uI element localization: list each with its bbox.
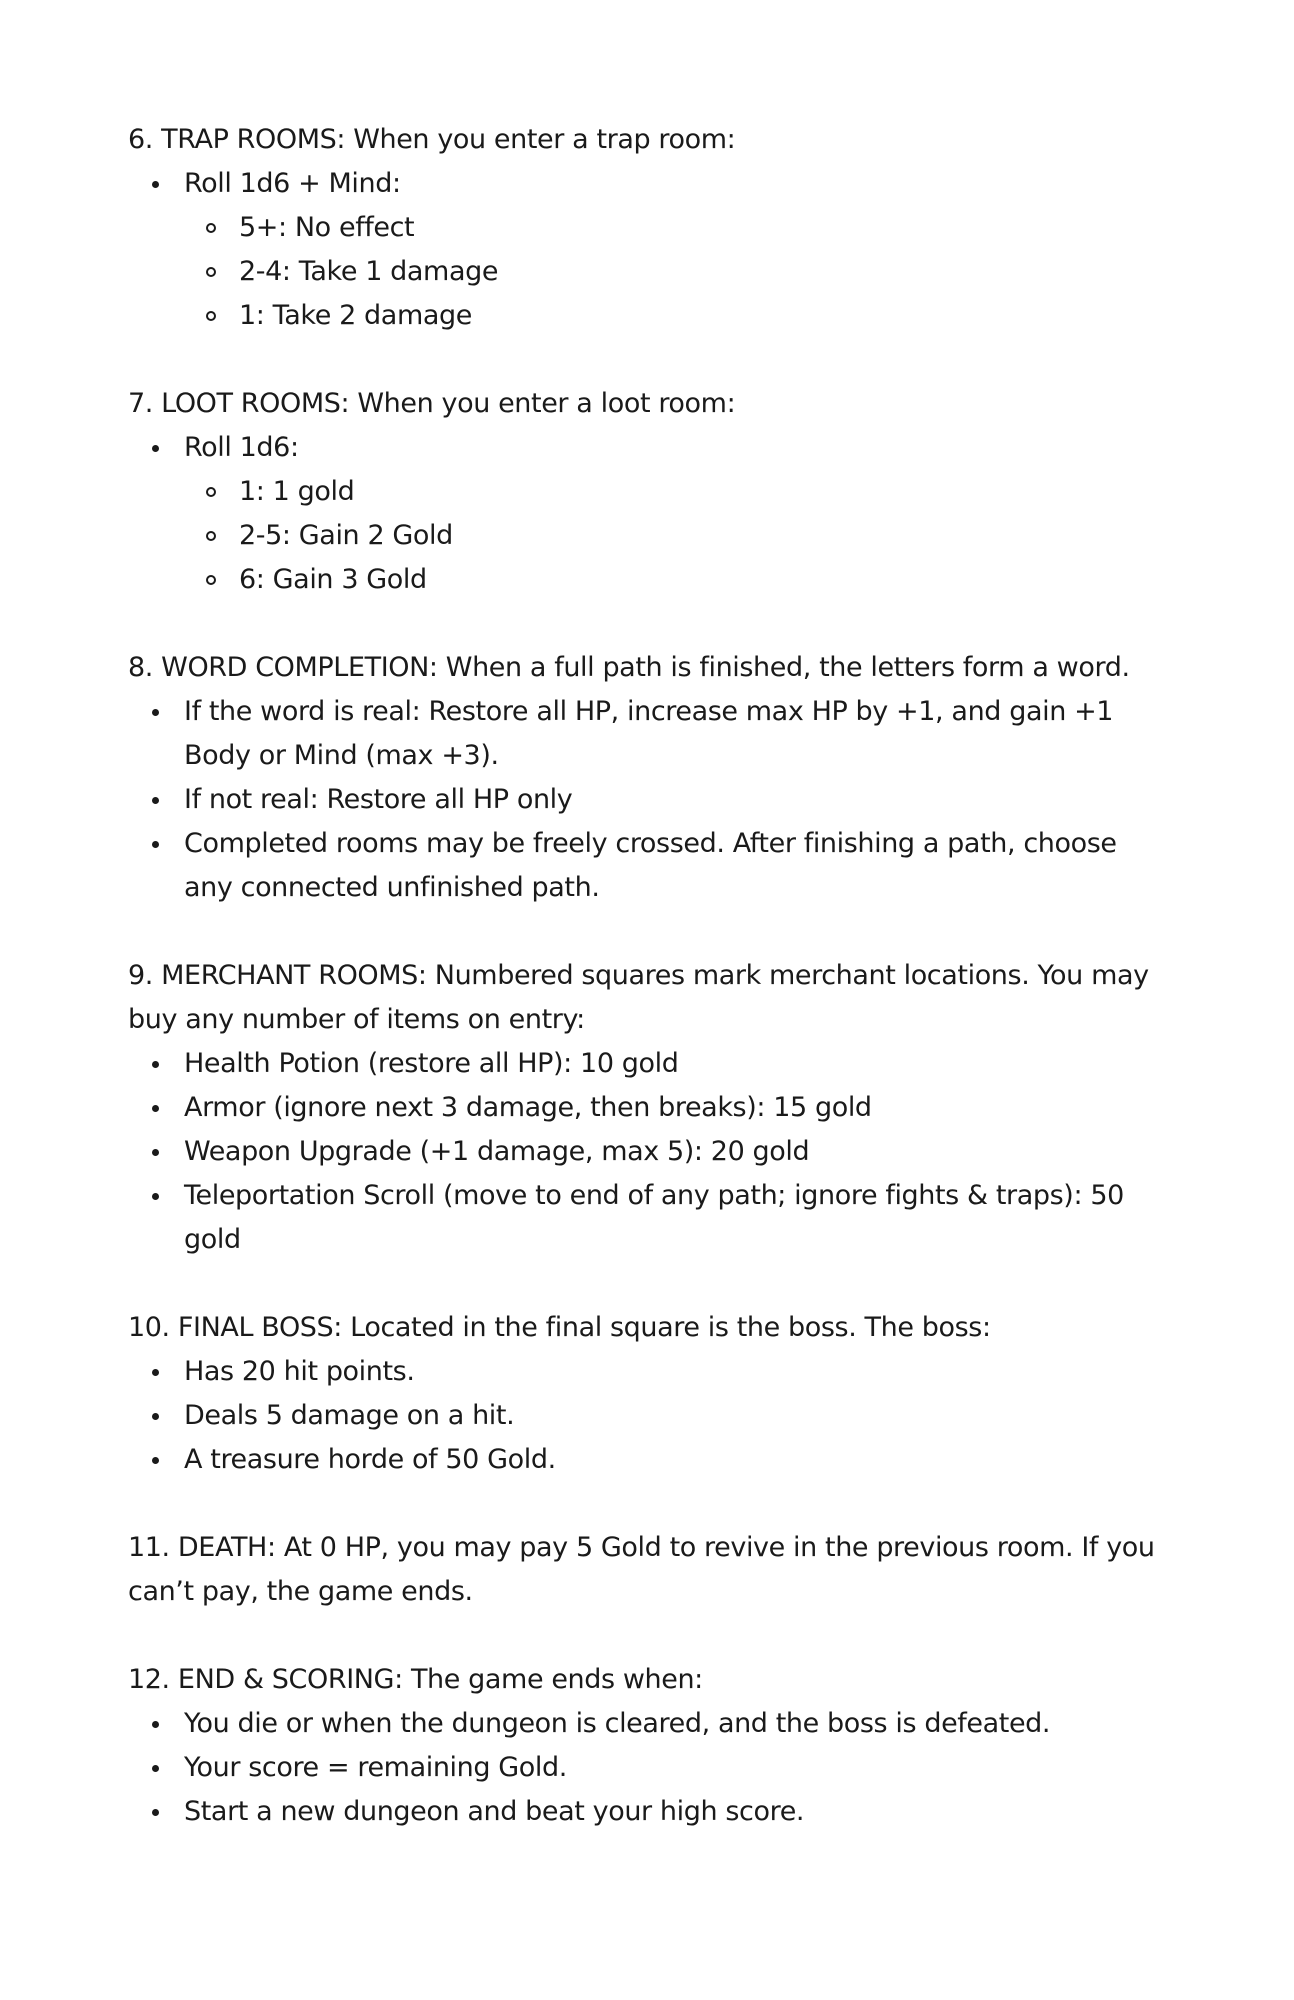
- sub-list-item: 2-5: Gain 2 Gold: [184, 514, 1168, 558]
- sub-list-item: 5+: No effect: [184, 206, 1168, 250]
- bullet-list: [128, 690, 1168, 910]
- list-item: Weapon Upgrade (+1 damage, max 5): 20 gold: [128, 1130, 1168, 1174]
- section-word-completion: [128, 646, 1168, 910]
- section-final-boss: [128, 1306, 1168, 1482]
- list-item: If the word is real: Restore all HP, increase max HP by +1, and gain +1 Body or Mind (max +3).: [128, 690, 1168, 778]
- list-item-text: Roll 1d6 + Mind:: [184, 168, 401, 199]
- bullet-list: [128, 1350, 1168, 1482]
- section-title: 12. END & SCORING: The game ends when:: [128, 1664, 703, 1695]
- sub-list-item: 6: Gain 3 Gold: [184, 558, 1168, 602]
- list-item: [128, 426, 1168, 602]
- list-item: Your score = remaining Gold.: [128, 1746, 1168, 1790]
- section-merchant-rooms: [128, 954, 1168, 1262]
- bullet-list: [128, 1702, 1168, 1834]
- list-item: Health Potion (restore all HP): 10 gold: [128, 1042, 1168, 1086]
- section-trap-rooms: [128, 118, 1168, 338]
- rules-document: [128, 118, 1168, 1878]
- list-item: If not real: Restore all HP only: [128, 778, 1168, 822]
- list-item: Armor (ignore next 3 damage, then breaks): 15 gold: [128, 1086, 1168, 1130]
- section-title: 7. LOOT ROOMS: When you enter a loot room:: [128, 388, 736, 419]
- bullet-list: [128, 162, 1168, 338]
- list-item: You die or when the dungeon is cleared, and the boss is defeated.: [128, 1702, 1168, 1746]
- section-end-scoring: [128, 1658, 1168, 1834]
- bullet-list: [128, 426, 1168, 602]
- list-item: A treasure horde of 50 Gold.: [128, 1438, 1168, 1482]
- section-title: 8. WORD COMPLETION: When a full path is finished, the letters form a word.: [128, 652, 1130, 683]
- list-item: Start a new dungeon and beat your high score.: [128, 1790, 1168, 1834]
- sub-list-item: 1: Take 2 damage: [184, 294, 1168, 338]
- sub-bullet-list: [184, 206, 1168, 338]
- section-title: 9. MERCHANT ROOMS: Numbered squares mark merchant locations. You may buy any number of items on entry:: [128, 960, 1149, 1035]
- section-title: 11. DEATH: At 0 HP, you may pay 5 Gold to revive in the previous room. If you can’t pay, the game ends.: [128, 1532, 1155, 1607]
- section-title: 10. FINAL BOSS: Located in the final square is the boss. The boss:: [128, 1312, 991, 1343]
- bullet-list: [128, 1042, 1168, 1262]
- sub-list-item: 2-4: Take 1 damage: [184, 250, 1168, 294]
- list-item: [128, 162, 1168, 338]
- section-loot-rooms: [128, 382, 1168, 602]
- list-item-text: Roll 1d6:: [184, 432, 299, 463]
- list-item: Has 20 hit points.: [128, 1350, 1168, 1394]
- list-item: Completed rooms may be freely crossed. After finishing a path, choose any connected unfinished path.: [128, 822, 1168, 910]
- list-item: Deals 5 damage on a hit.: [128, 1394, 1168, 1438]
- section-title: 6. TRAP ROOMS: When you enter a trap room:: [128, 124, 736, 155]
- section-death: [128, 1526, 1168, 1614]
- sub-bullet-list: [184, 470, 1168, 602]
- list-item: Teleportation Scroll (move to end of any path; ignore fights & traps): 50 gold: [128, 1174, 1168, 1262]
- sub-list-item: 1: 1 gold: [184, 470, 1168, 514]
